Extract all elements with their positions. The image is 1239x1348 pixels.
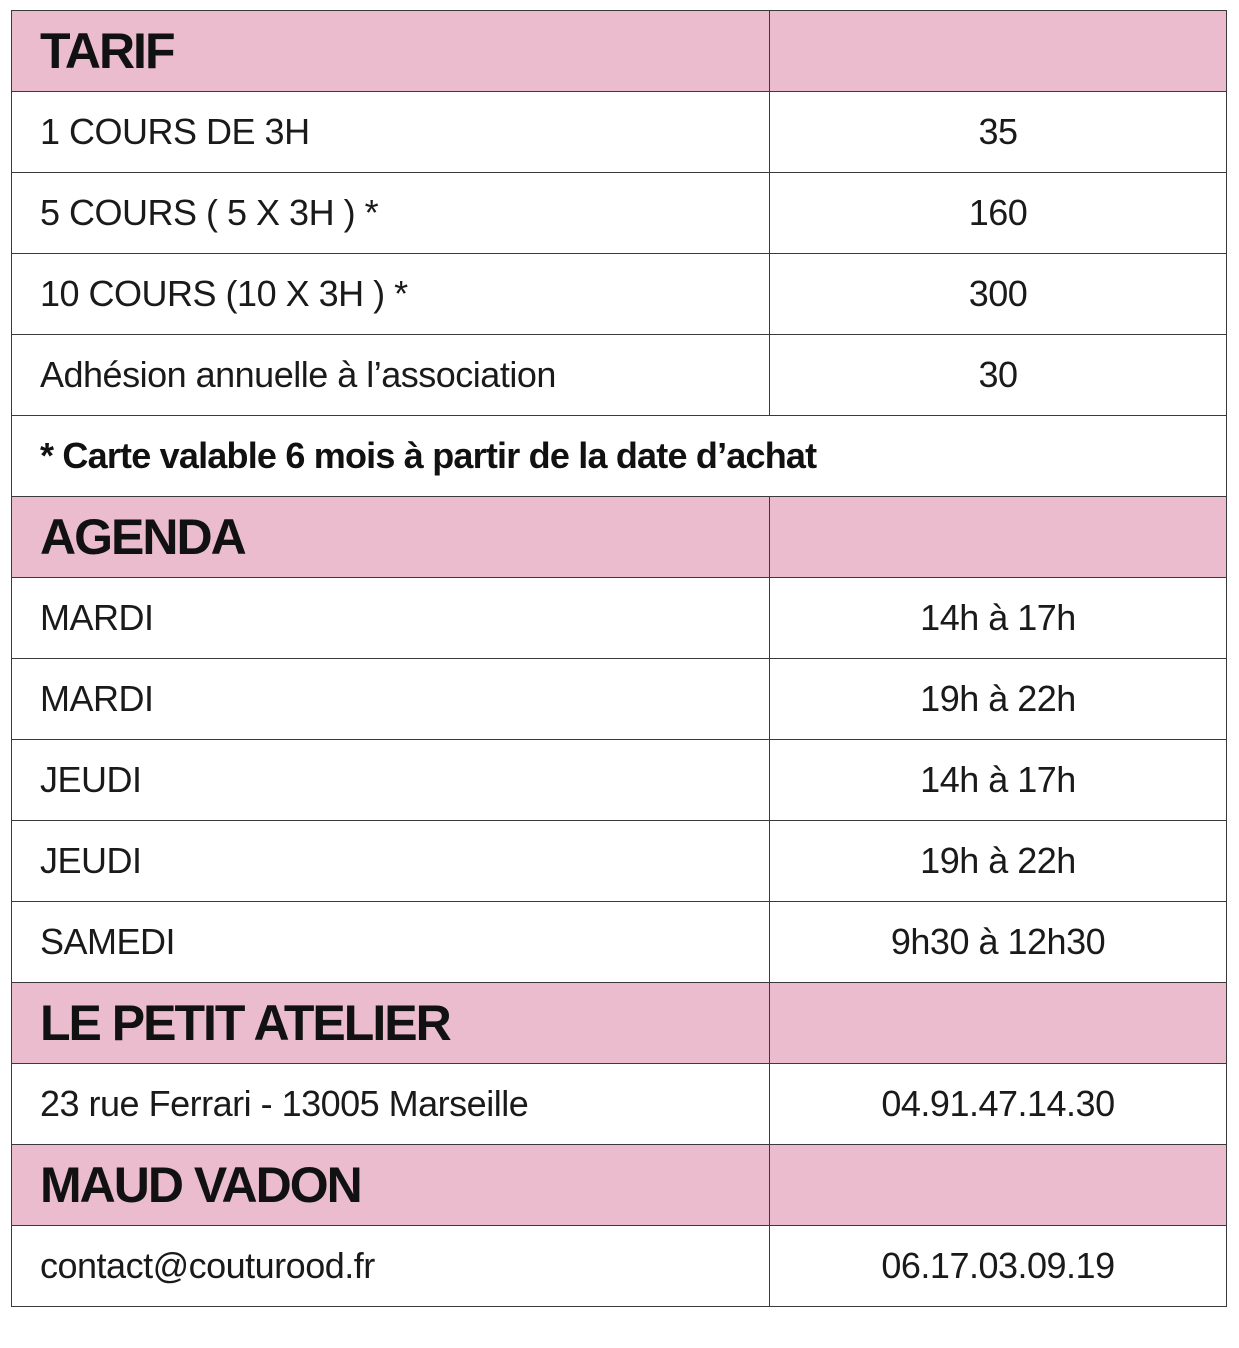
time-slot: 9h30 à 12h30 <box>770 902 1227 983</box>
row-label: 10 COURS (10 X 3H ) * <box>12 254 770 335</box>
section-header-spacer <box>770 983 1227 1064</box>
day-label: SAMEDI <box>12 902 770 983</box>
table-row <box>12 1064 1227 1145</box>
row-label: 5 COURS ( 5 X 3H ) * <box>12 173 770 254</box>
section-header-spacer <box>770 1145 1227 1226</box>
day-label: MARDI <box>12 578 770 659</box>
row-label: Adhésion annuelle à l’association <box>12 335 770 416</box>
section-header-agenda <box>12 497 1227 578</box>
time-slot: 14h à 17h <box>770 740 1227 821</box>
table-row <box>12 92 1227 173</box>
atelier-address: 23 rue Ferrari - 13005 Marseille <box>12 1064 770 1145</box>
table-row <box>12 578 1227 659</box>
section-title-tarif: TARIF <box>12 11 770 92</box>
row-value: 35 <box>770 92 1227 173</box>
section-header-tarif <box>12 11 1227 92</box>
tarif-note-row <box>12 416 1227 497</box>
table-row <box>12 335 1227 416</box>
day-label: JEUDI <box>12 740 770 821</box>
section-header-spacer <box>770 11 1227 92</box>
info-table <box>11 10 1227 1307</box>
row-value: 160 <box>770 173 1227 254</box>
tarif-note: * Carte valable 6 mois à partir de la date d’achat <box>12 416 1227 497</box>
table-row <box>12 173 1227 254</box>
table-row <box>12 254 1227 335</box>
table-row <box>12 740 1227 821</box>
table-row <box>12 821 1227 902</box>
row-label: 1 COURS DE 3H <box>12 92 770 173</box>
section-title-contact: MAUD VADON <box>12 1145 770 1226</box>
section-header-contact <box>12 1145 1227 1226</box>
day-label: JEUDI <box>12 821 770 902</box>
section-header-spacer <box>770 497 1227 578</box>
contact-email: contact@couturood.fr <box>12 1226 770 1307</box>
section-header-atelier <box>12 983 1227 1064</box>
section-title-agenda: AGENDA <box>12 497 770 578</box>
table-row <box>12 1226 1227 1307</box>
day-label: MARDI <box>12 659 770 740</box>
table-row <box>12 659 1227 740</box>
time-slot: 14h à 17h <box>770 578 1227 659</box>
row-value: 300 <box>770 254 1227 335</box>
table-row <box>12 902 1227 983</box>
atelier-phone: 04.91.47.14.30 <box>770 1064 1227 1145</box>
section-title-atelier: LE PETIT ATELIER <box>12 983 770 1064</box>
time-slot: 19h à 22h <box>770 659 1227 740</box>
row-value: 30 <box>770 335 1227 416</box>
time-slot: 19h à 22h <box>770 821 1227 902</box>
contact-phone: 06.17.03.09.19 <box>770 1226 1227 1307</box>
